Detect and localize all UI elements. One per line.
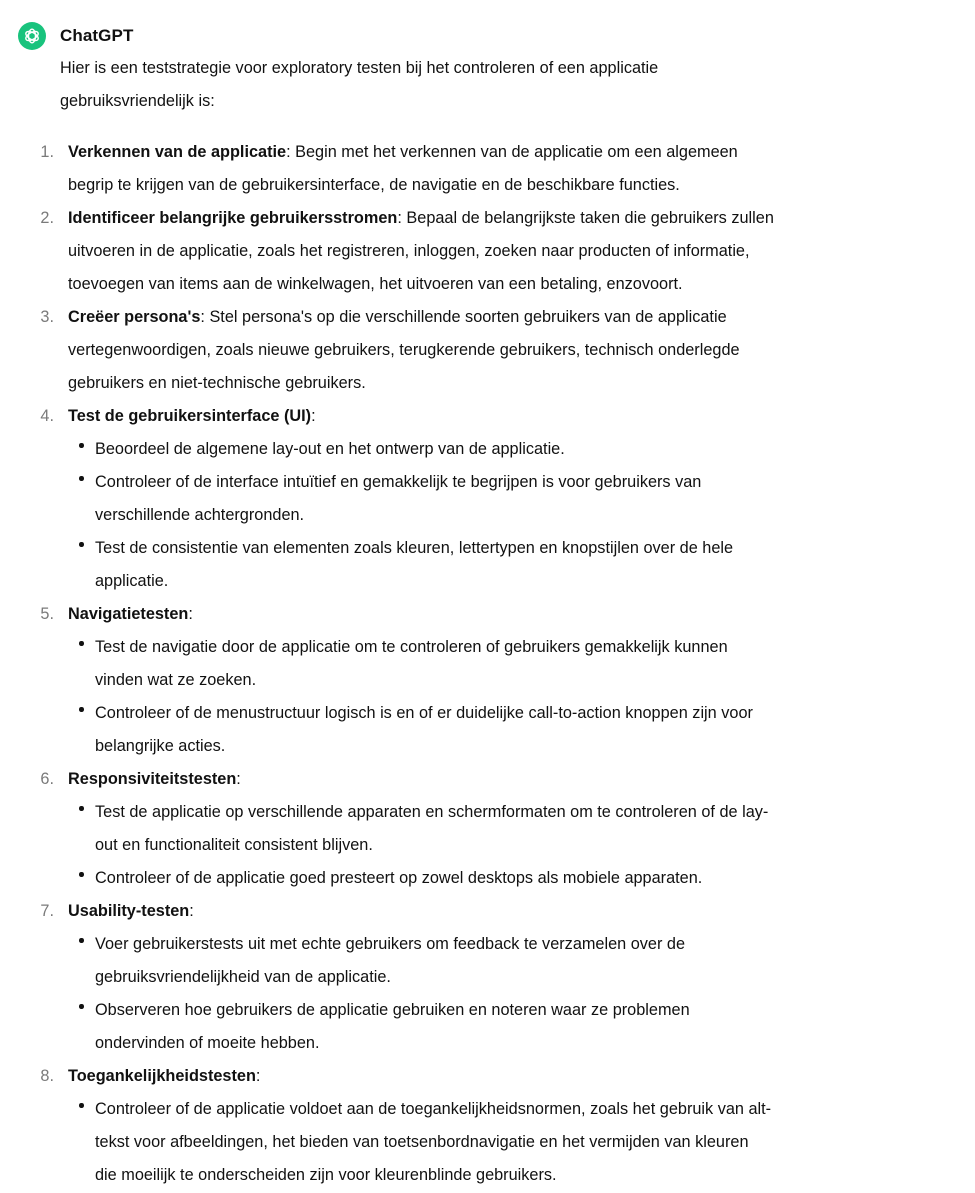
- sub-bullet-text: Beoordeel de algemene lay-out en het ontwerp van de applicatie.: [95, 440, 565, 458]
- sub-bullet-text: out en functionaliteit consistent blijven.: [95, 836, 373, 854]
- list-item-title: Verkennen van de applicatie: [68, 143, 287, 161]
- sub-bullet-text: Observeren hoe gebruikers de applicatie gebruiken en noteren waar ze problemen: [95, 1001, 690, 1019]
- list-item: [40, 301, 963, 400]
- sub-bullet-list: [68, 433, 963, 598]
- list-item-text: gebruikers en niet-technische gebruikers.: [68, 374, 366, 392]
- openai-logo-icon: [22, 26, 42, 46]
- list-item: [40, 1060, 963, 1192]
- sub-bullet-text: applicatie.: [95, 572, 169, 590]
- message-content: [40, 50, 963, 1192]
- list-item-colon: :: [236, 770, 241, 788]
- list-item-number: 2.: [40, 209, 54, 227]
- list-item-text: : Bepaal de belangrijkste taken die gebruikers zullen: [397, 209, 774, 227]
- sub-bullet-text: Controleer of de menustructuur logisch is en of er duidelijke call-to-action knoppen zijn voor: [95, 704, 753, 722]
- strategy-steps-list: [40, 136, 963, 1192]
- list-item: [40, 136, 963, 202]
- message-header: [18, 22, 963, 50]
- list-item-title: Usability-testen: [68, 902, 190, 920]
- sub-bullet-list: [68, 1093, 963, 1192]
- list-item-title: Creëer persona's: [68, 308, 201, 326]
- list-item: [40, 202, 963, 301]
- list-item-title: Test de gebruikersinterface (UI): [68, 407, 312, 425]
- intro-text: [60, 50, 780, 118]
- sub-bullet-item: [95, 862, 963, 895]
- sub-bullet-item: [95, 928, 963, 994]
- list-item-title: Toegankelijkheidstesten: [68, 1067, 256, 1085]
- list-item-colon: :: [255, 1067, 261, 1085]
- sub-bullet-text: Voer gebruikerstests uit met echte gebruikers om feedback te verzamelen over de: [95, 935, 686, 953]
- sub-bullet-item: [95, 697, 963, 763]
- sub-bullet-text: Test de consistentie van elementen zoals kleuren, lettertypen en knopstijlen over de hele: [95, 539, 734, 557]
- sub-bullet-text: verschillende achtergronden.: [95, 506, 305, 524]
- list-item-text: : Stel persona's op die verschillende soorten gebruikers van de applicatie: [200, 308, 727, 326]
- sub-bullet-item: [95, 466, 963, 532]
- list-item-title: Responsiviteitstesten: [68, 770, 237, 788]
- sub-bullet-item: [95, 796, 963, 862]
- sub-bullet-text: die moeilijk te onderscheiden zijn voor kleurenblinde gebruikers.: [95, 1166, 557, 1184]
- list-item-title: Identificeer belangrijke gebruikersstromen: [68, 209, 398, 227]
- sub-bullet-item: [95, 1093, 963, 1192]
- list-item-number: 1.: [40, 143, 54, 161]
- sub-bullet-item: [95, 631, 963, 697]
- sub-bullet-list: [68, 631, 963, 763]
- sub-bullet-item: [95, 994, 963, 1060]
- list-item-number: 6.: [40, 770, 54, 788]
- list-item-text: vertegenwoordigen, zoals nieuwe gebruikers, terugkerende gebruikers, technisch onderlegde: [68, 341, 740, 359]
- sub-bullet-text: Test de navigatie door de applicatie om te controleren of gebruikers gemakkelijk kunnen: [95, 638, 728, 656]
- author-name: ChatGPT: [60, 26, 134, 45]
- list-item-number: 5.: [40, 605, 54, 623]
- sub-bullet-text: vinden wat ze zoeken.: [95, 671, 257, 689]
- list-item-text: begrip te krijgen van de gebruikersinterface, de navigatie en de beschikbare functies.: [68, 176, 680, 194]
- list-item: [40, 895, 963, 1060]
- list-item-colon: :: [189, 902, 194, 920]
- list-item-text: : Begin met het verkennen van de applicatie om een algemeen: [286, 143, 738, 161]
- sub-bullet-text: Controleer of de applicatie goed presteert op zowel desktops als mobiele apparaten.: [95, 869, 703, 887]
- list-item-number: 8.: [40, 1067, 54, 1085]
- sub-bullet-text: Test de applicatie op verschillende apparaten en schermformaten om te controleren of de lay-: [95, 803, 769, 821]
- list-item-text: uitvoeren in de applicatie, zoals het registreren, inloggen, zoeken naar producten of informatie,: [68, 242, 750, 260]
- intro-line: Hier is een teststrategie voor exploratory testen bij het controleren of een applicatie: [60, 59, 659, 77]
- list-item: [40, 400, 963, 598]
- list-item-number: 3.: [40, 308, 54, 326]
- sub-bullet-text: Controleer of de applicatie voldoet aan de toegankelijkheidsnormen, zoals het gebruik van alt-: [95, 1100, 772, 1118]
- list-item-number: 4.: [40, 407, 54, 425]
- list-item-title: Navigatietesten: [68, 605, 189, 623]
- sub-bullet-text: gebruiksvriendelijkheid van de applicatie.: [95, 968, 391, 986]
- sub-bullet-text: belangrijke acties.: [95, 737, 226, 755]
- list-item: [40, 598, 963, 763]
- sub-bullet-text: Controleer of de interface intuïtief en gemakkelijk te begrijpen is voor gebruikers van: [95, 473, 702, 491]
- intro-line: gebruiksvriendelijk is:: [60, 92, 215, 110]
- chatgpt-avatar: [18, 22, 46, 50]
- sub-bullet-item: [95, 433, 963, 466]
- sub-bullet-item: [95, 532, 963, 598]
- list-item-colon: :: [188, 605, 193, 623]
- sub-bullet-list: [68, 796, 963, 895]
- list-item-text: toevoegen van items aan de winkelwagen, het uitvoeren van een betaling, enzovoort.: [68, 275, 683, 293]
- assistant-message: [18, 22, 963, 1192]
- sub-bullet-text: tekst voor afbeeldingen, het bieden van toetsenbordnavigatie en het vermijden van kleuren: [95, 1133, 749, 1151]
- list-item: [40, 763, 963, 895]
- sub-bullet-text: ondervinden of moeite hebben.: [95, 1034, 320, 1052]
- sub-bullet-list: [68, 928, 963, 1060]
- list-item-colon: :: [311, 407, 316, 425]
- list-item-number: 7.: [40, 902, 54, 920]
